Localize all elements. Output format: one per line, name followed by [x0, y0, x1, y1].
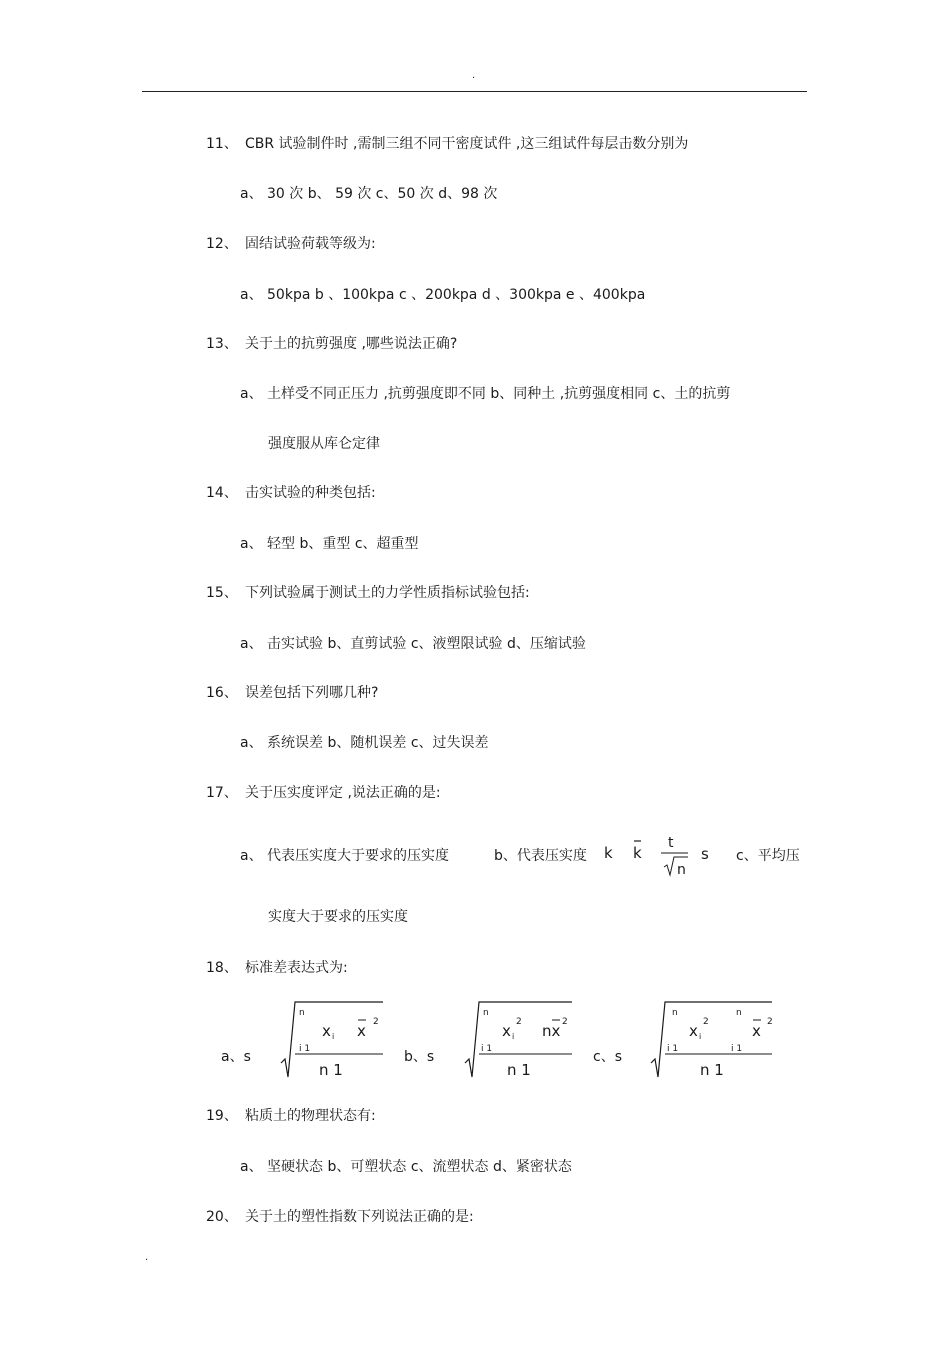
formula-s: s: [701, 845, 709, 863]
formula-kbar: k: [633, 844, 642, 862]
question-number: 15、: [206, 585, 238, 601]
formula-c-xi: x: [689, 1022, 698, 1040]
formula-a-xbar: x: [357, 1022, 366, 1040]
formula-b-denom: n 1: [507, 1061, 531, 1079]
question-20: [206, 1206, 806, 1226]
question-14: [206, 482, 806, 502]
formula-c-sq: 2: [703, 1017, 709, 1027]
formula-c-denom: n 1: [700, 1061, 724, 1079]
formula-a-xi: x: [322, 1022, 331, 1040]
question-15: [206, 582, 806, 602]
header-rule: [142, 91, 807, 92]
question-number: 16、: [206, 685, 238, 701]
question-number: 17、: [206, 785, 238, 801]
question-12-options: a、 50kpa b 、100kpa c 、200kpa d 、300kpa e 、400kpa: [240, 287, 646, 303]
question-text: CBR 试验制件时 ,需制三组不同干密度试件 ,这三组试件每层击数分别为: [245, 136, 689, 152]
question-12: [206, 233, 806, 253]
question-text: 关于土的抗剪强度 ,哪些说法正确?: [245, 336, 458, 352]
formula-b-nx: nx: [542, 1022, 561, 1040]
question-text: 标准差表达式为:: [245, 960, 348, 976]
question-13-options: a、 土样受不同正压力 ,抗剪强度即不同 b、同种土 ,抗剪强度相同 c、土的抗剪: [240, 386, 731, 402]
question-19: [206, 1105, 806, 1125]
formula-c-i1: i 1: [667, 1044, 679, 1054]
formula-c-xbar: x: [752, 1022, 761, 1040]
formula-a-denom: n 1: [319, 1061, 343, 1079]
question-11: [206, 133, 806, 153]
question-number: 11、: [206, 136, 238, 152]
formula-c-label: c、s: [593, 1049, 622, 1065]
formula-b-sq: 2: [516, 1017, 522, 1027]
question-17-continuation: 实度大于要求的压实度: [268, 909, 408, 925]
formula-b-label: b、s: [404, 1049, 435, 1065]
question-18: [206, 957, 806, 977]
question-text: 下列试验属于测试土的力学性质指标试验包括:: [245, 585, 530, 601]
formula-b-i: i: [512, 1032, 515, 1041]
question-15-options: a、 击实试验 b、直剪试验 c、液塑限试验 d、压缩试验: [240, 636, 586, 652]
question-13: [206, 333, 806, 353]
formula-a-label: a、s: [221, 1049, 251, 1065]
formula-a-sq: 2: [373, 1017, 379, 1027]
formula-c-i1-second: i 1: [731, 1044, 743, 1054]
question-text: 击实试验的种类包括:: [245, 485, 376, 501]
formula-c-n: n: [672, 1008, 678, 1018]
header-dot: .: [472, 70, 476, 81]
question-17-option-b: b、代表压实度: [494, 848, 587, 864]
formula-a-i1: i 1: [299, 1044, 311, 1054]
question-number: 12、: [206, 236, 238, 252]
formula-b-sq2: 2: [562, 1017, 568, 1027]
question-13-continuation: 强度服从库仑定律: [268, 436, 380, 452]
question-number: 18、: [206, 960, 238, 976]
formula-c-n2: n: [736, 1008, 742, 1018]
question-text: 误差包括下列哪几种?: [245, 685, 379, 701]
formula-b-i1: i 1: [481, 1044, 493, 1054]
question-14-options: a、 轻型 b、重型 c、超重型: [240, 536, 419, 552]
formula-a-n: n: [299, 1008, 305, 1018]
std-dev-formulas: [215, 995, 805, 1085]
question-number: 14、: [206, 485, 238, 501]
formula-c-i: i: [699, 1032, 702, 1041]
question-text: 固结试验荷载等级为:: [245, 236, 376, 252]
formula-n: n: [677, 862, 686, 878]
question-19-options: a、 坚硬状态 b、可塑状态 c、流塑状态 d、紧密状态: [240, 1159, 572, 1175]
question-11-options: a、 30 次 b、 59 次 c、50 次 d、98 次: [240, 186, 498, 202]
question-number: 19、: [206, 1108, 238, 1124]
question-16-options: a、 系统误差 b、随机误差 c、过失误差: [240, 735, 489, 751]
compaction-formula: [598, 828, 718, 880]
footer-dot: .: [145, 1252, 149, 1263]
formula-a-i: i: [332, 1032, 335, 1041]
formula-c-sq2: 2: [767, 1017, 773, 1027]
question-17: [206, 782, 806, 802]
formula-k: k: [604, 844, 613, 862]
question-text: 关于土的塑性指数下列说法正确的是:: [245, 1209, 474, 1225]
question-16: [206, 682, 806, 702]
question-text: 关于压实度评定 ,说法正确的是:: [245, 785, 441, 801]
question-17-option-c: c、平均压: [736, 848, 800, 864]
formula-t: t: [668, 835, 674, 851]
formula-b-xi: x: [502, 1022, 511, 1040]
question-number: 13、: [206, 336, 238, 352]
formula-b-n: n: [483, 1008, 489, 1018]
question-text: 粘质土的物理状态有:: [245, 1108, 376, 1124]
question-17-option-a: a、 代表压实度大于要求的压实度: [240, 848, 450, 864]
question-number: 20、: [206, 1209, 238, 1225]
